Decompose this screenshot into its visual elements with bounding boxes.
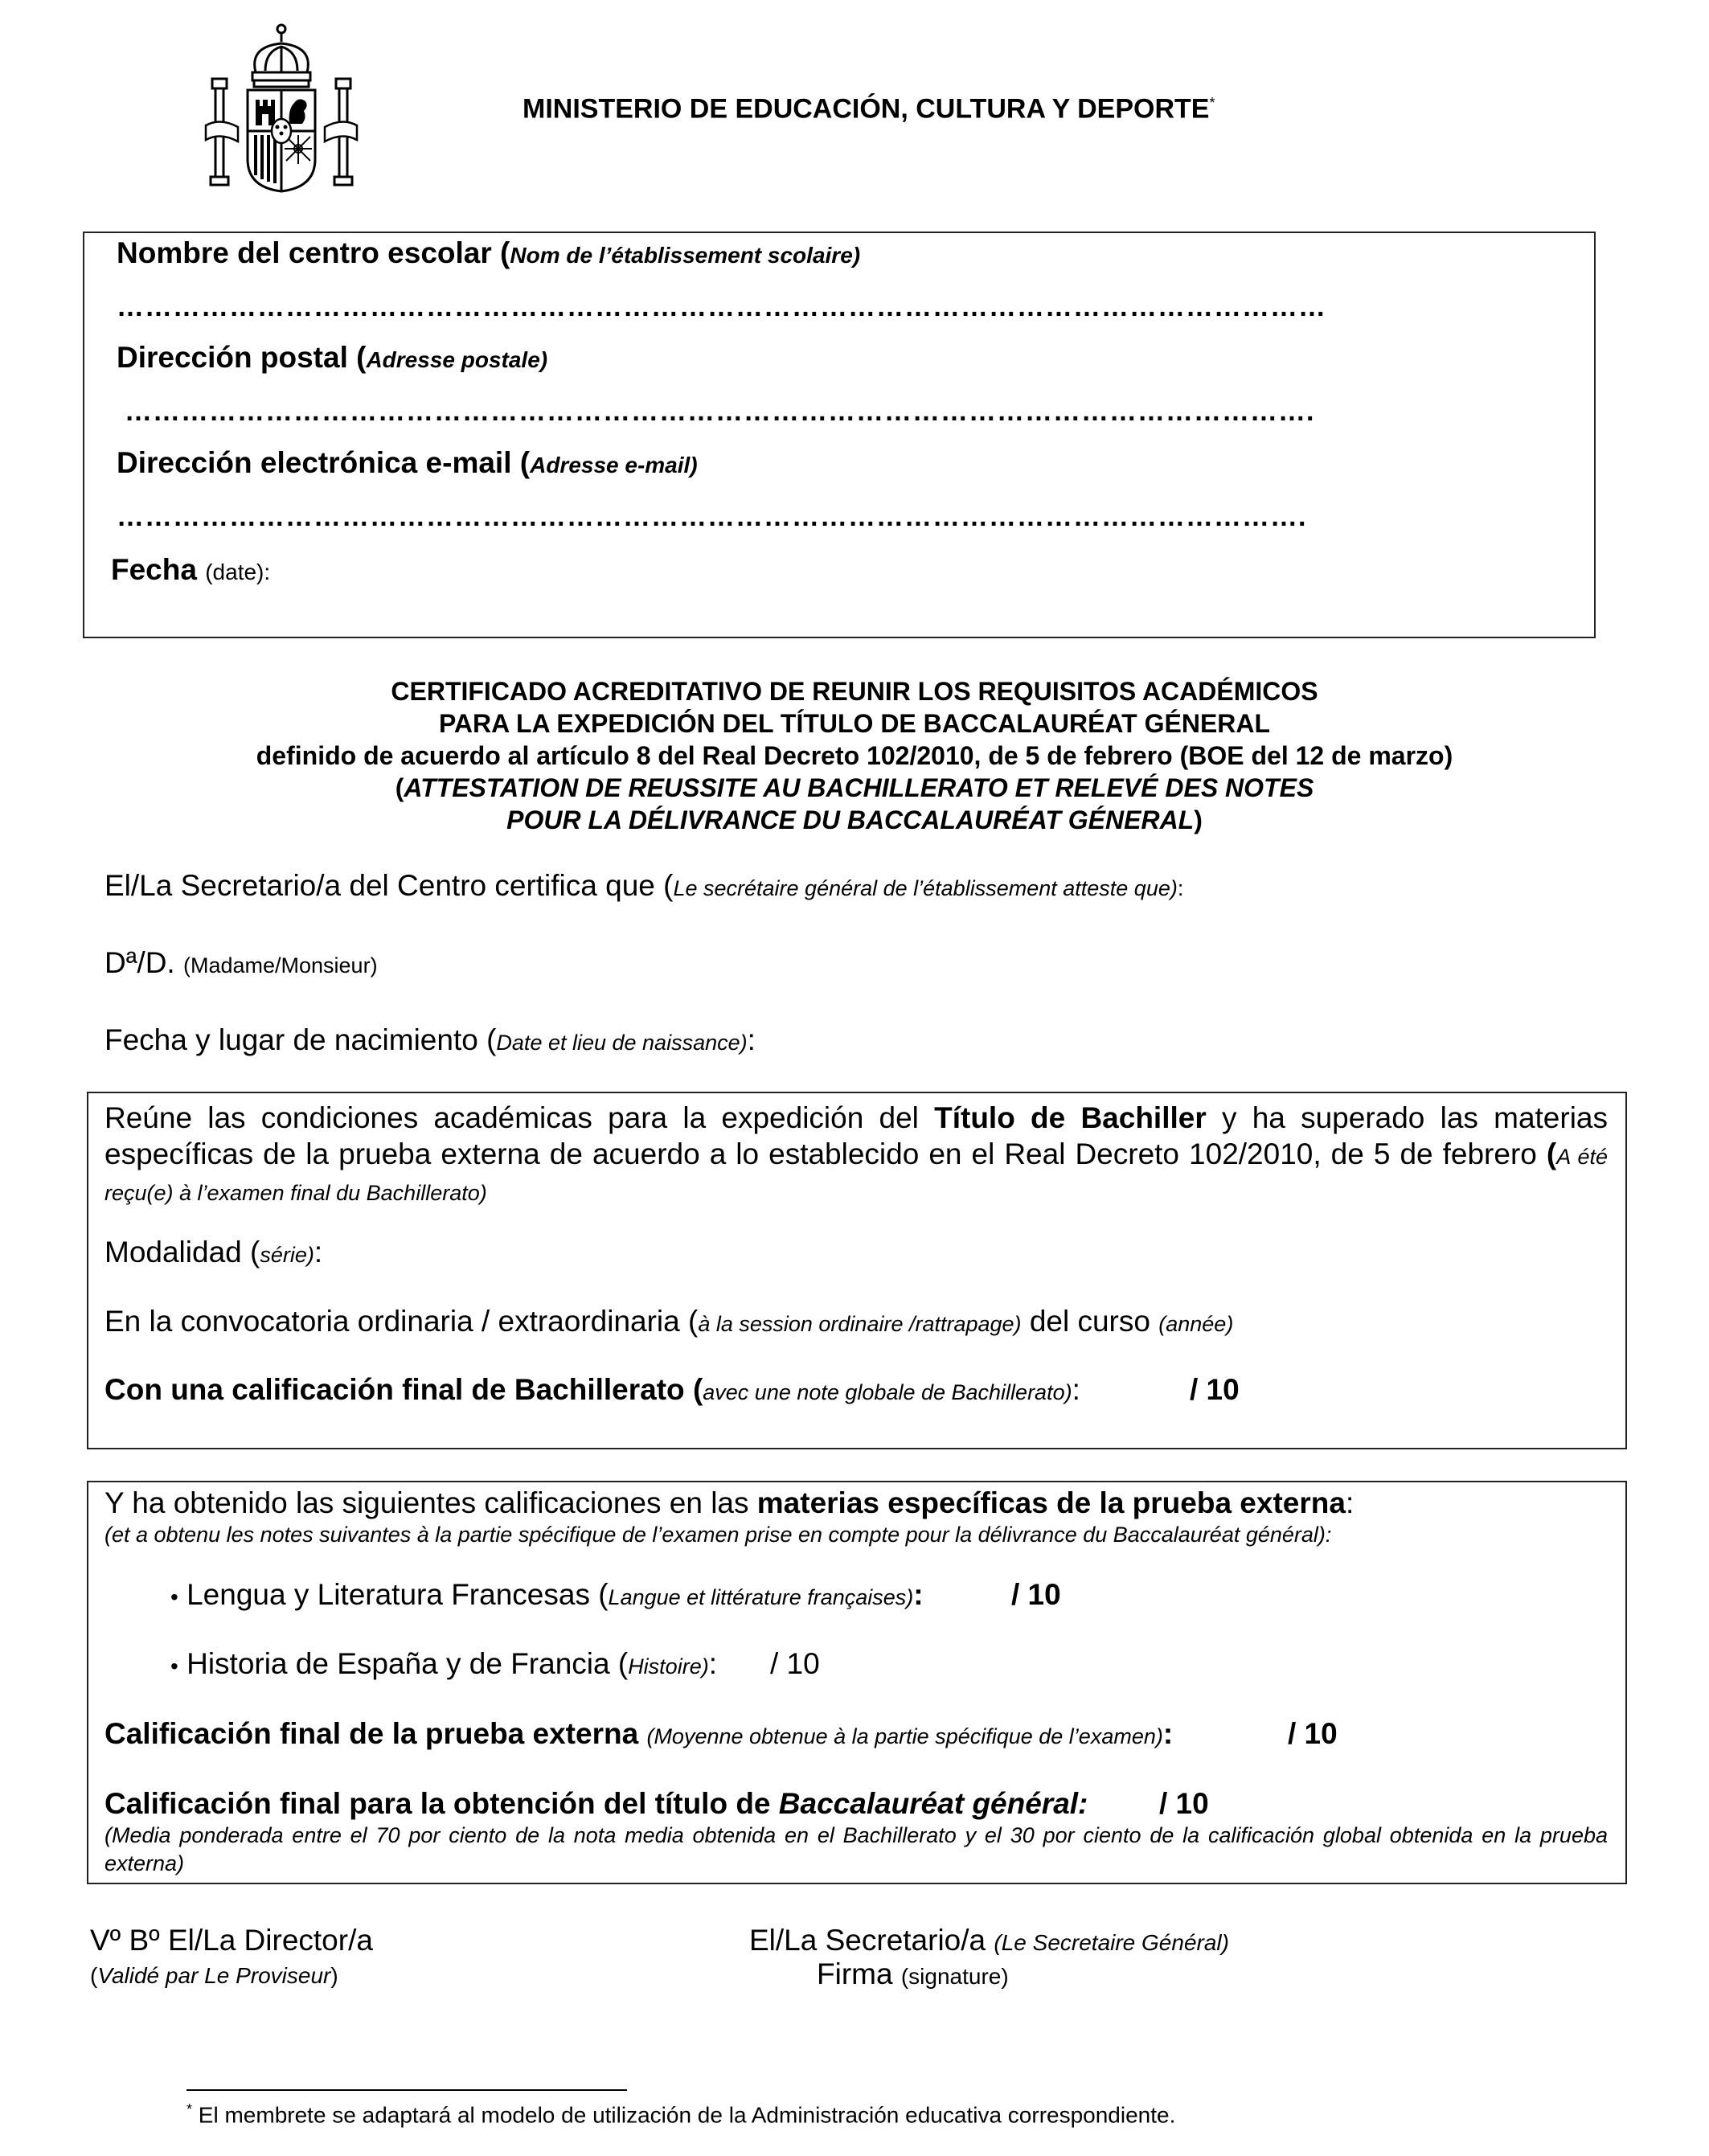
footnote-asterisk: * <box>186 2101 193 2117</box>
external-exam-grade-label: Calificación final de la prueba externa <box>105 1717 639 1750</box>
bachillerato-grade-score[interactable]: / 10 <box>1190 1373 1240 1406</box>
secretary-signature-label-fr: (Le Secretaire Général) <box>994 1930 1229 1955</box>
external-exam-grade-label-fr: (Moyenne obtenue à la partie spécifique de l’examen) <box>646 1724 1163 1748</box>
email-label-fr: Adresse e-mail) <box>530 453 698 478</box>
curso-label: del curso <box>1021 1305 1159 1338</box>
ministry-header: MINISTERIO DE EDUCACIÓN, CULTURA Y DEPORTE <box>523 93 1210 125</box>
subject-history-colon: : <box>708 1647 717 1680</box>
school-name-label-fr: Nom de l’établissement scolaire) <box>510 243 861 268</box>
subject-history-label-fr: Histoire) <box>628 1654 709 1678</box>
bachillerato-grade-label-fr: avec une note globale de Bachillerato) <box>703 1380 1072 1404</box>
footnote-divider <box>186 2089 627 2091</box>
modalidad-colon: : <box>314 1236 323 1269</box>
email-field[interactable]: ………………………………………………………………………………………………………………. <box>117 502 1307 532</box>
modalidad-label: Modalidad ( <box>105 1236 260 1269</box>
footnote-text: El membrete se adaptará al modelo de utilización de la Administración educativa correspondiente. <box>198 2102 1176 2128</box>
certificate-title-line2: PARA LA EXPEDICIÓN DEL TÍTULO DE BACCALAURÉAT GÉNERAL <box>438 709 1271 738</box>
subject-french-label-fr: Langue et littérature françaises) <box>608 1585 914 1609</box>
titulo-bachiller-text: Título de Bachiller <box>934 1101 1207 1134</box>
modalidad-label-fr: série) <box>260 1243 314 1267</box>
certificate-title-fr-line1: ATTESTATION DE REUSSITE AU BACHILLERATO ET RELEVÉ DES NOTES <box>404 773 1314 802</box>
person-label-fr: (Madame/Monsieur) <box>182 953 378 978</box>
subject-french-label: Lengua y Literatura Francesas ( <box>186 1578 609 1611</box>
conditions-paragraph <box>105 1100 1608 1208</box>
title-fr-close-paren: ) <box>1194 805 1203 834</box>
curso-label-fr: (année) <box>1158 1312 1234 1336</box>
grades-intro-fr: (et a obtenu les notes suivantes à la partie spécifique de l’examen prise en compte pour la délivrance du Baccalauréat général): <box>105 1523 1332 1547</box>
date-label: Fecha <box>111 553 197 586</box>
header-asterisk: * <box>1209 95 1215 111</box>
bachillerato-grade-label: Con una calificación final de Bachillerato ( <box>105 1373 703 1406</box>
subject-history-label: Historia de España y de Francia ( <box>186 1647 629 1680</box>
director-fr-close: ) <box>330 1963 338 1988</box>
convocatoria-label: En la convocatoria ordinaria / extraordinaria ( <box>105 1305 699 1338</box>
school-name-label: Nombre del centro escolar ( <box>117 236 510 269</box>
bullet-2: • <box>170 1654 178 1678</box>
external-exam-grade-colon: : <box>1162 1717 1174 1750</box>
final-title-grade-score[interactable]: / 10 <box>1159 1787 1209 1820</box>
grades-intro-a: Y ha obtenido las siguientes calificaciones en las <box>105 1486 757 1519</box>
grades-intro-colon: : <box>1345 1486 1354 1519</box>
secretary-certifies-colon: : <box>1177 876 1184 900</box>
postal-address-field[interactable]: ………………………………………………………………………………………………………………. <box>125 396 1315 427</box>
subject-french-score[interactable]: / 10 <box>1011 1578 1061 1611</box>
signature-label-fr: (signature) <box>900 1964 1009 1989</box>
title-fr-open-paren: ( <box>395 773 404 802</box>
final-grade-note: (Media ponderada entre el 70 por ciento de la nota media obtenida en el Bachillerato y el 30 por ciento de la calificación global obtenida en la prueba externa) <box>105 1823 1608 1875</box>
final-title-grade-label: Calificación final para la obtención del título de <box>105 1787 779 1820</box>
conditions-text-b: y ha superado las materias específicas de la prueba externa de acuerdo a lo establecido en el Real Decreto 102/2010, de 5 de febrero <box>105 1101 1609 1170</box>
secretary-certifies-label-fr: Le secrétaire général de l’établissement atteste que) <box>673 876 1178 900</box>
conditions-text-fr: A été reçu(e) à l’examen final du Bachillerato) <box>105 1145 1609 1205</box>
certificate-title-line3: definido de acuerdo al artículo 8 del Real Decreto 102/2010, de 5 de febrero (BOE del 12 de marzo) <box>256 741 1453 770</box>
school-name-field[interactable]: ………………………………………………………………………………………………………………… <box>117 292 1326 322</box>
person-label: Dª/D. <box>105 946 175 979</box>
secretary-certifies-label: El/La Secretario/a del Centro certifica que ( <box>105 869 674 902</box>
baccalaureat-general-text: Baccalauréat général: <box>778 1787 1088 1820</box>
certificate-title-fr-line2: POUR LA DÉLIVRANCE DU BACCALAURÉAT GÉNERAL <box>506 805 1195 834</box>
director-label-fr: Validé par Le Proviseur <box>97 1963 331 1988</box>
conditions-text-a: Reúne las condiciones académicas para la expedición del <box>105 1101 935 1134</box>
certificate-title-line1: CERTIFICADO ACREDITATIVO DE REUNIR LOS REQUISITOS ACADÉMICOS <box>391 677 1318 706</box>
postal-address-label: Dirección postal ( <box>117 341 367 374</box>
external-exam-grade-score[interactable]: / 10 <box>1288 1717 1338 1750</box>
email-label: Dirección electrónica e-mail ( <box>117 446 531 479</box>
subject-french-colon: : <box>913 1578 924 1611</box>
birth-label-fr: Date et lieu de naissance) <box>496 1031 748 1055</box>
bullet-1: • <box>170 1584 178 1609</box>
convocatoria-label-fr: à la session ordinaire /rattrapage) <box>698 1312 1022 1336</box>
bachillerato-grade-colon: : <box>1072 1373 1080 1406</box>
birth-colon: : <box>747 1023 756 1056</box>
director-fr-open: ( <box>90 1963 98 1988</box>
director-label: Vº Bº El/La Director/a <box>90 1924 373 1957</box>
birth-label: Fecha y lugar de nacimiento ( <box>105 1023 497 1056</box>
secretary-signature-label: El/La Secretario/a <box>749 1924 986 1957</box>
subject-history-score[interactable]: / 10 <box>770 1647 820 1680</box>
postal-address-label-fr: Adresse postale) <box>366 347 548 372</box>
signature-label: Firma <box>817 1957 893 1990</box>
grades-intro-bold: materias específicas de la prueba externa <box>756 1486 1346 1519</box>
conditions-open-paren: ( <box>1546 1137 1557 1170</box>
coat-of-arms-emblem <box>201 23 362 199</box>
date-label-fr: (date): <box>205 559 271 584</box>
